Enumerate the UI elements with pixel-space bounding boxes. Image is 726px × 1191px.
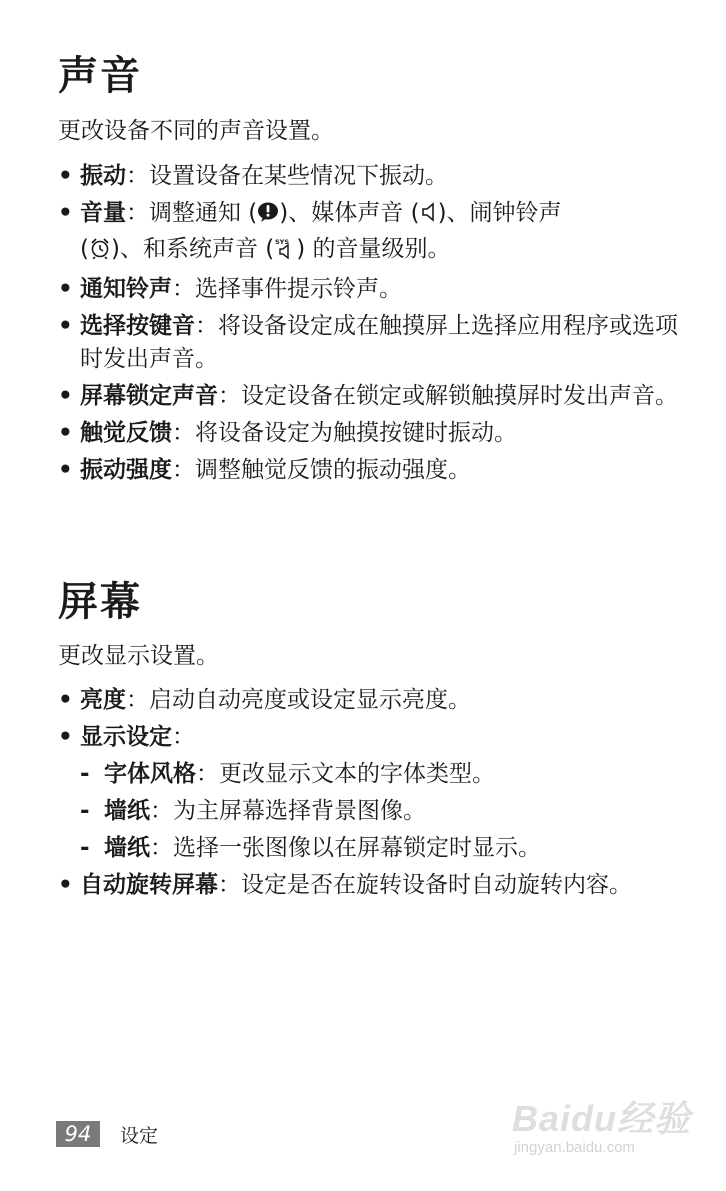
item-term: 通知铃声 [80,276,172,302]
list-item: • 触觉反馈：将设备设定为触摸按键时振动。 [58,417,678,450]
item-desc: 设定是否在旋转设备时自动旋转内容。 [241,872,632,898]
bullet-mark: • [58,420,73,446]
item-term: 自动旋转屏幕 [80,872,218,898]
list-item: • 选择按键音：将设备设定成在触摸屏上选择应用程序或选项时发出声音。 [58,310,678,376]
bullet-mark: • [58,383,73,409]
item-desc: 将设备设定为触摸按键时振动。 [195,420,517,446]
item-term: 屏幕锁定声音 [80,383,218,409]
list-item: • 振动强度：调整触觉反馈的振动强度。 [58,454,678,487]
item-term: 音量 [80,200,126,226]
item-term: 振动 [80,163,126,189]
system-sound-icon [274,236,296,269]
display-intro: 更改显示设置。 [58,643,219,669]
list-item: • 振动：设置设备在某些情况下振动。 [58,160,678,193]
item-desc: 启动自动亮度或设定显示亮度。 [149,687,471,713]
display-section-title: 屏幕 [58,579,142,625]
bullet-mark: • [58,163,73,189]
list-item: • 通知铃声：选择事件提示铃声。 [58,273,678,306]
item-term: 振动强度 [80,457,172,483]
list-item: • 音量：调整通知 ( )、媒体声音 ( )、闹钟铃声 ( )、和系统声音 ( SYS ) 的音量级别。 [58,197,678,269]
dash-mark: - [80,761,90,787]
dash-mark: - [80,798,90,824]
page-number: 94 [56,1121,100,1147]
svg-text:SYS: SYS [275,238,290,246]
sub-list-item: - 墙纸：为主屏幕选择背景图像。 [58,795,678,828]
item-desc: 选择事件提示铃声。 [195,276,402,302]
sound-intro: 更改设备不同的声音设置。 [58,118,334,144]
sub-list-item: - 字体风格：更改显示文本的字体类型。 [58,758,678,791]
item-term: 字体风格 [104,761,196,787]
item-term: 墙纸 [104,835,150,861]
bullet-mark: • [58,687,73,713]
dash-mark: - [80,835,90,861]
item-desc: 为主屏幕选择背景图像。 [173,798,426,824]
bullet-mark: • [58,313,73,339]
baidu-watermark [512,1085,692,1165]
item-desc: 设置设备在某些情况下振动。 [149,163,448,189]
item-term: 显示设定 [80,724,172,750]
item-term: 亮度 [80,687,126,713]
item-term: 触觉反馈 [80,420,172,446]
bullet-mark: • [58,724,73,750]
item-desc: 选择一张图像以在屏幕锁定时显示。 [173,835,541,861]
sound-list [58,160,678,491]
item-desc: 设定设备在锁定或解锁触摸屏时发出声音。 [241,383,678,409]
sub-list-item: - 墙纸：选择一张图像以在屏幕锁定时显示。 [58,832,678,865]
watermark-logo: Baidu经验 [512,1098,692,1139]
notification-icon [257,200,279,233]
item-desc: 调整触觉反馈的振动强度。 [195,457,471,483]
item-desc: 更改显示文本的字体类型。 [219,761,495,787]
list-item: • 显示设定： [58,721,678,754]
display-list [58,684,678,906]
alarm-clock-icon [89,236,111,269]
list-item: • 自动旋转屏幕：设定是否在旋转设备时自动旋转内容。 [58,869,678,902]
item-desc: 将设备设定成在触摸屏上选择应用程序或选项时发出声音。 [80,313,678,372]
watermark-url: jingyan.baidu.com [514,1139,635,1156]
bullet-mark: • [58,200,73,226]
speaker-icon [420,200,438,233]
item-term: 选择按键音 [80,313,195,339]
bullet-mark: • [58,276,73,302]
list-item: • 亮度：启动自动亮度或设定显示亮度。 [58,684,678,717]
item-term: 墙纸 [104,798,150,824]
list-item: • 屏幕锁定声音：设定设备在锁定或解锁触摸屏时发出声音。 [58,380,678,413]
bullet-mark: • [58,457,73,483]
bullet-mark: • [58,872,73,898]
sound-section-title: 声音 [58,53,142,99]
footer-section-label: 设定 [120,1125,159,1147]
